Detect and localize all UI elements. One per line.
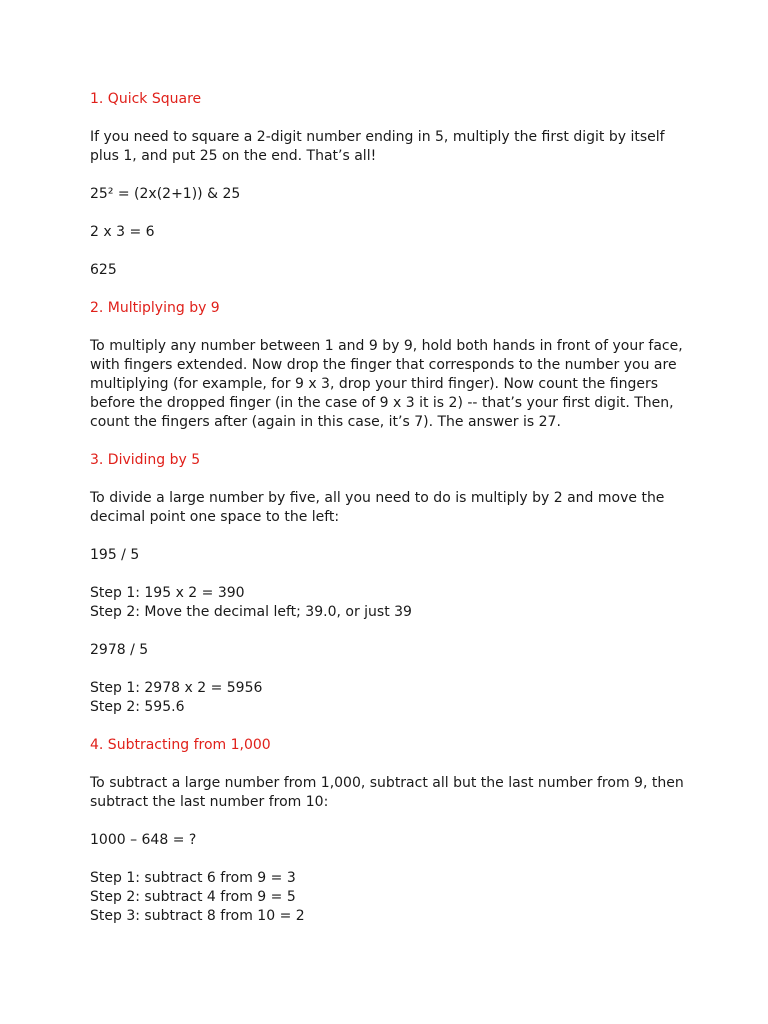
document-page [90, 90, 690, 926]
paragraph [90, 128, 690, 166]
paragraph [90, 774, 690, 812]
example-line: 2978 / 5 [90, 642, 149, 658]
step-line: Step 1: subtract 6 from 9 = 3 [90, 870, 296, 886]
example-line: 1000 – 648 = ? [90, 832, 197, 848]
text-line: If you need to square a 2-digit number ending in 5, multiply the first digit by itself [90, 129, 665, 145]
step-line: Step 2: 595.6 [90, 699, 185, 715]
text-line: subtract the last number from 10: [90, 794, 329, 810]
section-heading: 2. Multiplying by 9 [90, 300, 220, 316]
section-subtracting-from-1000 [90, 736, 690, 926]
text-line: plus 1, and put 25 on the end. That’s all! [90, 148, 377, 164]
text-line: count the fingers after (again in this case, it’s 7). The answer is 27. [90, 414, 561, 430]
text-line: with fingers extended. Now drop the finger that corresponds to the number you are [90, 357, 677, 373]
step-line: Step 2: subtract 4 from 9 = 5 [90, 889, 296, 905]
section-multiplying-by-9 [90, 299, 690, 451]
text-line: To multiply any number between 1 and 9 by 9, hold both hands in front of your face, [90, 338, 683, 354]
example-line: 195 / 5 [90, 547, 140, 563]
text-line: To subtract a large number from 1,000, subtract all but the last number from 9, then [90, 775, 684, 791]
text-line: multiplying (for example, for 9 x 3, drop your third finger). Now count the fingers [90, 376, 658, 392]
step-line: Step 3: subtract 8 from 10 = 2 [90, 908, 305, 924]
formula-line: 2 x 3 = 6 [90, 224, 155, 240]
paragraph [90, 337, 690, 432]
section-quick-square [90, 90, 690, 299]
text-line: decimal point one space to the left: [90, 509, 340, 525]
section-heading: 1. Quick Square [90, 91, 202, 107]
section-dividing-by-5 [90, 451, 690, 736]
formula-line: 25² = (2x(2+1)) & 25 [90, 186, 241, 202]
section-heading: 4. Subtracting from 1,000 [90, 737, 271, 753]
result-line: 625 [90, 262, 117, 278]
step-line: Step 2: Move the decimal left; 39.0, or just 39 [90, 604, 412, 620]
text-line: To divide a large number by five, all you need to do is multiply by 2 and move the [90, 490, 665, 506]
text-line: before the dropped finger (in the case of 9 x 3 it is 2) -- that’s your first digit. Then, [90, 395, 674, 411]
steps [90, 584, 690, 622]
steps [90, 679, 690, 717]
paragraph [90, 489, 690, 527]
steps [90, 869, 690, 926]
step-line: Step 1: 195 x 2 = 390 [90, 585, 245, 601]
section-heading: 3. Dividing by 5 [90, 452, 201, 468]
step-line: Step 1: 2978 x 2 = 5956 [90, 680, 263, 696]
